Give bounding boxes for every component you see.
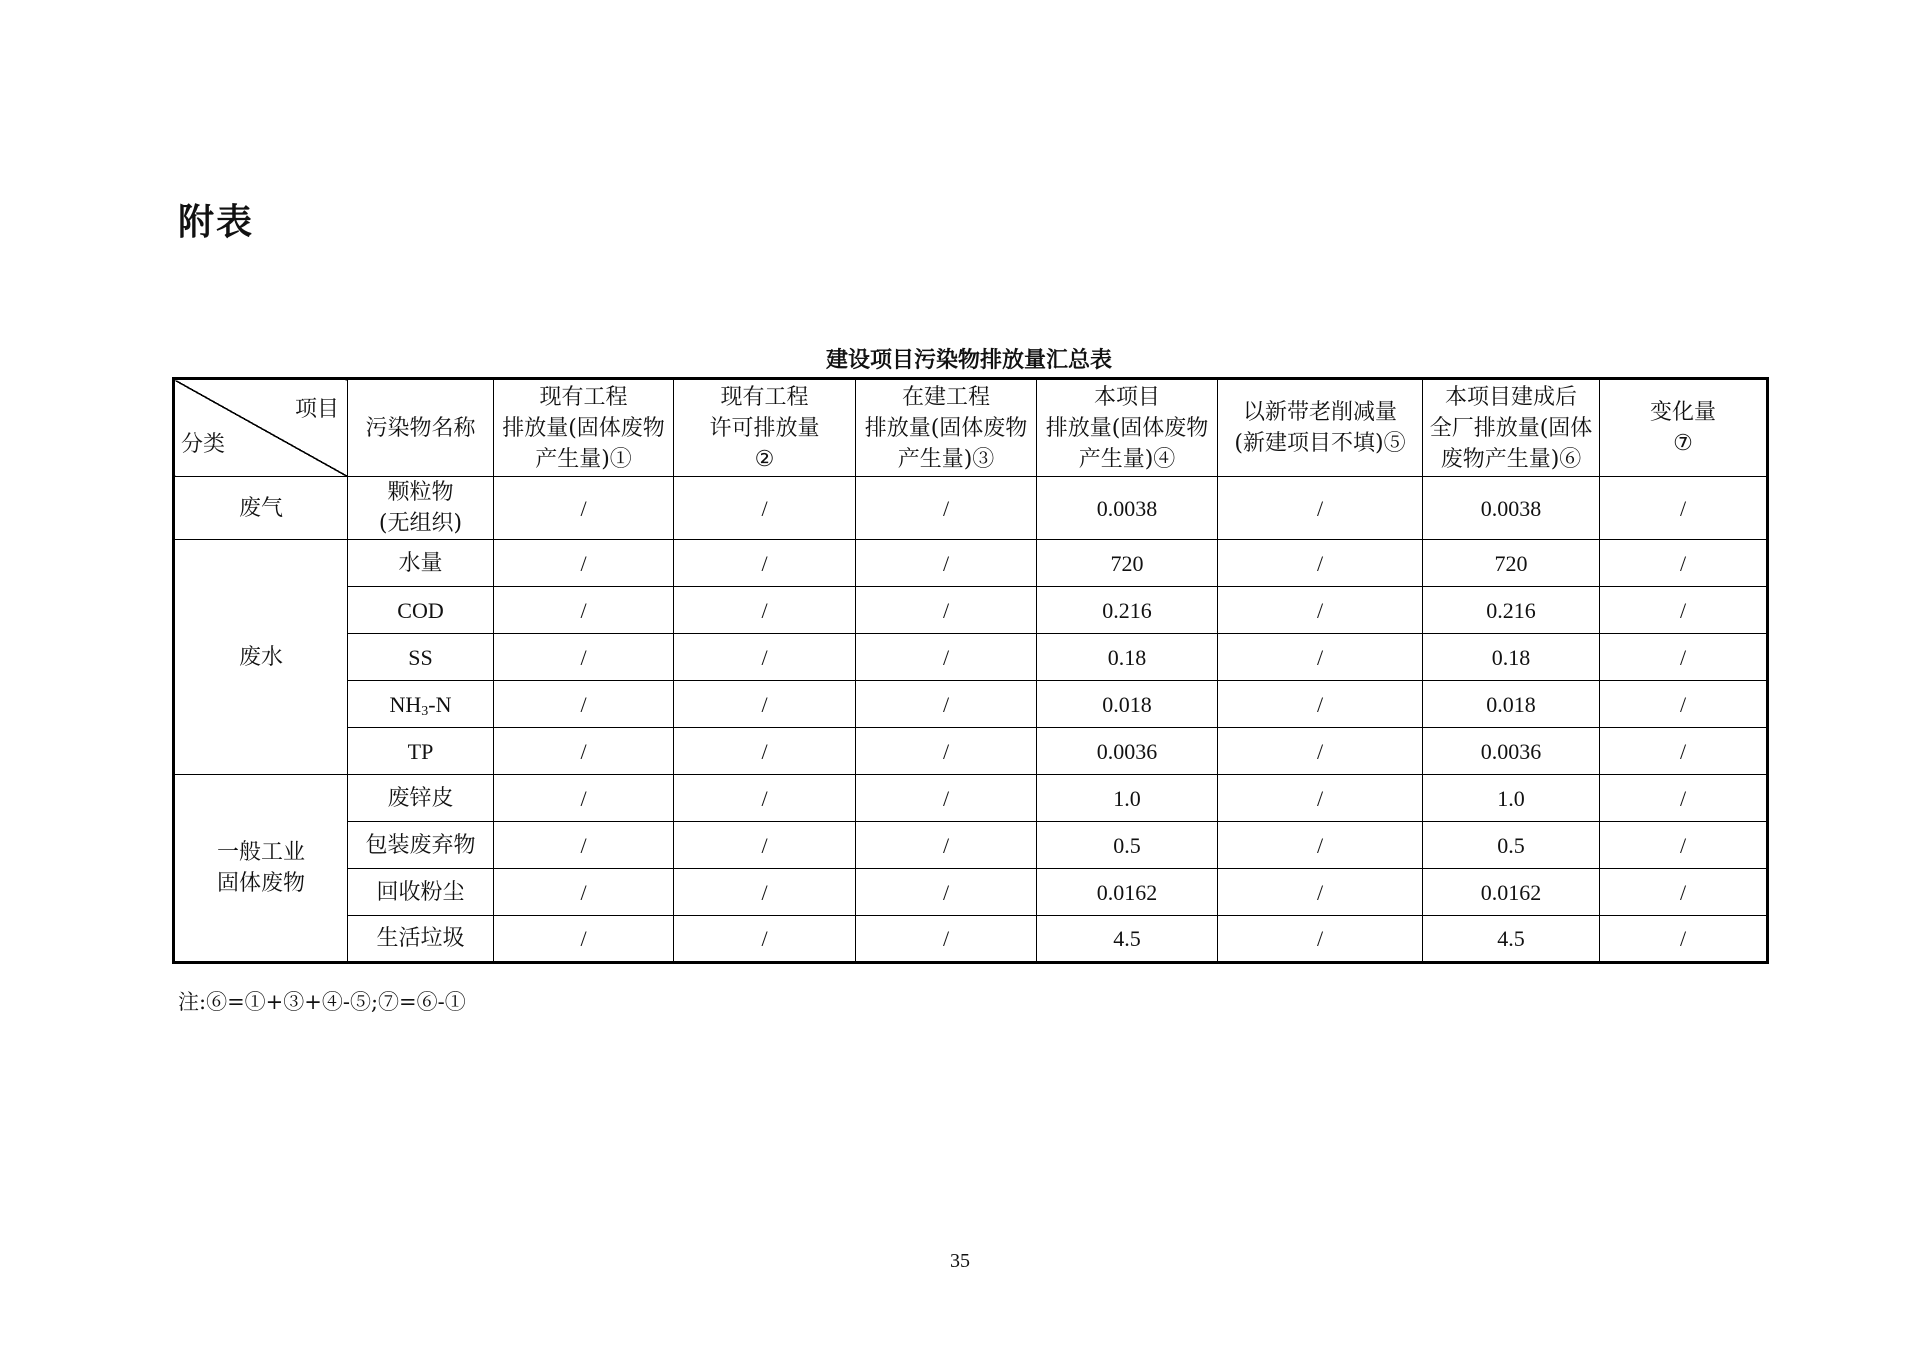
cell-v2: / bbox=[674, 728, 856, 775]
header-under-construction: 在建工程 排放量(固体废物 产生量)③ bbox=[856, 379, 1037, 477]
page-number: 35 bbox=[950, 1250, 970, 1272]
cell-v6: 0.216 bbox=[1423, 587, 1600, 634]
cell-v3: / bbox=[856, 634, 1037, 681]
pollutant-name: 颗粒物 (无组织) bbox=[348, 477, 494, 540]
cell-v2: / bbox=[674, 869, 856, 916]
pollutant-name: 回收粉尘 bbox=[348, 869, 494, 916]
cell-v4: 1.0 bbox=[1037, 775, 1218, 822]
cell-v3: / bbox=[856, 477, 1037, 540]
cell-v3: / bbox=[856, 681, 1037, 728]
cell-v1: / bbox=[494, 822, 674, 869]
cell-v1: / bbox=[494, 477, 674, 540]
cell-v1: / bbox=[494, 587, 674, 634]
cell-v4: 0.0038 bbox=[1037, 477, 1218, 540]
cell-v5: / bbox=[1218, 681, 1423, 728]
cell-v7: / bbox=[1600, 869, 1768, 916]
cell-v7: / bbox=[1600, 916, 1768, 963]
pollutant-name: 废锌皮 bbox=[348, 775, 494, 822]
cell-v4: 0.5 bbox=[1037, 822, 1218, 869]
header-plant-total: 本项目建成后 全厂排放量(固体 废物产生量)⑥ bbox=[1423, 379, 1600, 477]
cell-v3: / bbox=[856, 869, 1037, 916]
cell-v1: / bbox=[494, 869, 674, 916]
cell-v7: / bbox=[1600, 728, 1768, 775]
pollutant-name: 水量 bbox=[348, 540, 494, 587]
cell-v5: / bbox=[1218, 728, 1423, 775]
header-pollutant-name: 污染物名称 bbox=[348, 379, 494, 477]
cell-v6: 0.0162 bbox=[1423, 869, 1600, 916]
pollutant-name: COD bbox=[348, 587, 494, 634]
cell-v4: 720 bbox=[1037, 540, 1218, 587]
cell-v3: / bbox=[856, 540, 1037, 587]
cell-v5: / bbox=[1218, 634, 1423, 681]
table-note: 注:⑥=①+③+④-⑤;⑦=⑥-① bbox=[178, 990, 466, 1014]
cell-v2: / bbox=[674, 634, 856, 681]
cell-v5: / bbox=[1218, 775, 1423, 822]
cell-v6: 0.5 bbox=[1423, 822, 1600, 869]
category-wastewater: 废水 bbox=[174, 540, 348, 775]
cell-v4: 0.18 bbox=[1037, 634, 1218, 681]
emissions-summary-table bbox=[172, 377, 1769, 964]
cell-v4: 0.0036 bbox=[1037, 728, 1218, 775]
cell-v6: 0.018 bbox=[1423, 681, 1600, 728]
cell-v4: 0.0162 bbox=[1037, 869, 1218, 916]
cell-v6: 720 bbox=[1423, 540, 1600, 587]
cell-v5: / bbox=[1218, 540, 1423, 587]
table-row bbox=[174, 822, 1768, 869]
cell-v5: / bbox=[1218, 869, 1423, 916]
cell-v6: 1.0 bbox=[1423, 775, 1600, 822]
pollutant-name: 生活垃圾 bbox=[348, 916, 494, 963]
cell-v1: / bbox=[494, 728, 674, 775]
cell-v5: / bbox=[1218, 916, 1423, 963]
table-row bbox=[174, 681, 1768, 728]
cell-v1: / bbox=[494, 540, 674, 587]
cell-v2: / bbox=[674, 916, 856, 963]
header-existing-emission: 现有工程 排放量(固体废物 产生量)① bbox=[494, 379, 674, 477]
cell-v3: / bbox=[856, 587, 1037, 634]
diag-bottom-label: 分类 bbox=[181, 432, 226, 457]
cell-v6: 0.18 bbox=[1423, 634, 1600, 681]
cell-v4: 4.5 bbox=[1037, 916, 1218, 963]
header-change: 变化量 ⑦ bbox=[1600, 379, 1768, 477]
cell-v6: 4.5 bbox=[1423, 916, 1600, 963]
cell-v7: / bbox=[1600, 634, 1768, 681]
header-existing-permitted: 现有工程 许可排放量 ② bbox=[674, 379, 856, 477]
table-row bbox=[174, 775, 1768, 822]
category-solid-waste: 一般工业 固体废物 bbox=[174, 775, 348, 963]
pollutant-name: SS bbox=[348, 634, 494, 681]
diag-top-label: 项目 bbox=[294, 397, 339, 422]
table-row bbox=[174, 540, 1768, 587]
cell-v7: / bbox=[1600, 540, 1768, 587]
table-row bbox=[174, 728, 1768, 775]
cell-v2: / bbox=[674, 681, 856, 728]
cell-v2: / bbox=[674, 587, 856, 634]
cell-v7: / bbox=[1600, 587, 1768, 634]
cell-v1: / bbox=[494, 775, 674, 822]
cell-v6: 0.0038 bbox=[1423, 477, 1600, 540]
diagonal-header-cell bbox=[174, 379, 348, 477]
cell-v6: 0.0036 bbox=[1423, 728, 1600, 775]
page-heading: 附表 bbox=[178, 202, 255, 243]
cell-v5: / bbox=[1218, 477, 1423, 540]
cell-v3: / bbox=[856, 916, 1037, 963]
cell-v7: / bbox=[1600, 822, 1768, 869]
cell-v7: / bbox=[1600, 477, 1768, 540]
table-row bbox=[174, 634, 1768, 681]
table-row bbox=[174, 916, 1768, 963]
cell-v3: / bbox=[856, 822, 1037, 869]
cell-v2: / bbox=[674, 775, 856, 822]
cell-v3: / bbox=[856, 775, 1037, 822]
cell-v3: / bbox=[856, 728, 1037, 775]
cell-v7: / bbox=[1600, 775, 1768, 822]
cell-v1: / bbox=[494, 681, 674, 728]
cell-v5: / bbox=[1218, 822, 1423, 869]
category-waste-gas: 废气 bbox=[174, 477, 348, 540]
cell-v4: 0.018 bbox=[1037, 681, 1218, 728]
cell-v5: / bbox=[1218, 587, 1423, 634]
cell-v4: 0.216 bbox=[1037, 587, 1218, 634]
pollutant-name: $NH_3-N$ bbox=[348, 681, 494, 728]
table-row bbox=[174, 477, 1768, 540]
table-row bbox=[174, 587, 1768, 634]
cell-v1: / bbox=[494, 634, 674, 681]
table-row bbox=[174, 869, 1768, 916]
cell-v2: / bbox=[674, 477, 856, 540]
cell-v2: / bbox=[674, 822, 856, 869]
cell-v2: / bbox=[674, 540, 856, 587]
cell-v7: / bbox=[1600, 681, 1768, 728]
pollutant-name: 包装废弃物 bbox=[348, 822, 494, 869]
header-row bbox=[174, 379, 1768, 477]
cell-v1: / bbox=[494, 916, 674, 963]
pollutant-name: TP bbox=[348, 728, 494, 775]
header-this-project: 本项目 排放量(固体废物 产生量)④ bbox=[1037, 379, 1218, 477]
table-title: 建设项目污染物排放量汇总表 bbox=[825, 348, 1112, 373]
header-reduction: 以新带老削减量 (新建项目不填)⑤ bbox=[1218, 379, 1423, 477]
